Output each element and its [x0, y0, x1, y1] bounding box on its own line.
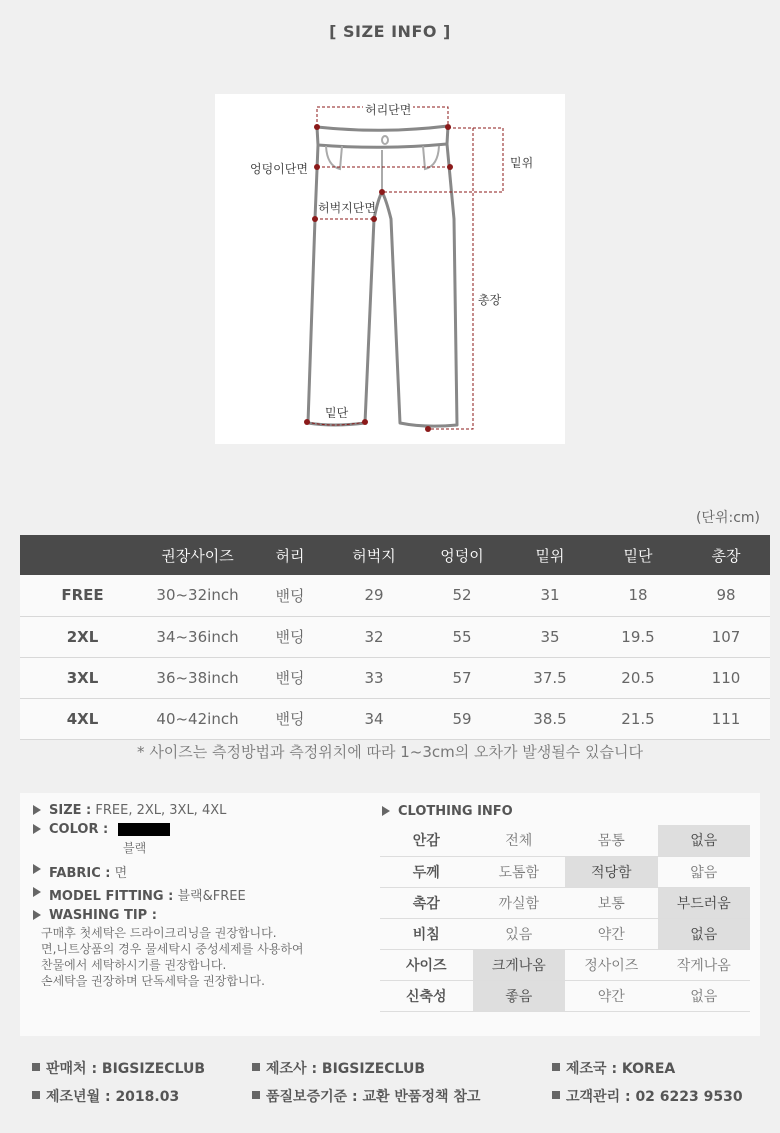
model-value: 블랙&FREE	[177, 889, 246, 904]
clothing-info-label: 두께	[380, 856, 473, 887]
footer-seller: 판매처 : BIGSIZECLUB	[32, 1058, 205, 1078]
triangle-bullet-icon	[33, 824, 41, 834]
row-size: 3XL	[20, 657, 145, 698]
unit-note: (단위:cm)	[695, 510, 760, 526]
washing-tips	[33, 925, 373, 989]
table-cell: 110	[682, 657, 770, 698]
clothing-info-option: 부드러움	[658, 887, 751, 918]
footer-customer-service: 고객관리 : 02 6223 9530	[552, 1086, 743, 1106]
clothing-info-option: 약간	[565, 980, 658, 1011]
footer-country: 제조국 : KOREA	[552, 1058, 675, 1078]
clothing-info-table	[380, 825, 750, 1012]
table-cell: 98	[682, 575, 770, 616]
table-cell: 밴딩	[250, 657, 330, 698]
table-cell: 20.5	[594, 657, 682, 698]
color-label: COLOR :	[49, 822, 109, 837]
pants-outline-icon	[215, 94, 565, 444]
header-cell: 밑단	[594, 535, 682, 575]
table-cell: 40~42inch	[145, 698, 250, 739]
table-row	[20, 616, 770, 657]
product-details	[33, 803, 373, 989]
header-cell: 허벅지	[330, 535, 418, 575]
header-cell: 권장사이즈	[145, 535, 250, 575]
footer-maker: 제조사 : BIGSIZECLUB	[252, 1058, 425, 1078]
clothing-info-row	[380, 980, 750, 1011]
table-cell: 35	[506, 616, 594, 657]
header-cell: 엉덩이	[418, 535, 506, 575]
square-bullet-icon	[32, 1063, 40, 1071]
table-cell: 밴딩	[250, 575, 330, 616]
label-hip: 엉덩이단면	[250, 162, 308, 176]
label-hem: 밑단	[325, 406, 349, 420]
size-label: SIZE :	[49, 803, 92, 818]
row-size: 2XL	[20, 616, 145, 657]
clothing-info-label: 신축성	[380, 980, 473, 1011]
footer-date: 제조년월 : 2018.03	[32, 1086, 179, 1106]
table-row	[20, 657, 770, 698]
table-cell: 밴딩	[250, 616, 330, 657]
header-cell: 총장	[682, 535, 770, 575]
fabric-label: FABRIC :	[49, 866, 111, 881]
table-cell: 30~32inch	[145, 575, 250, 616]
size-table-header	[20, 535, 770, 575]
clothing-info-row	[380, 918, 750, 949]
clothing-info-option: 없음	[658, 980, 751, 1011]
fabric-info	[33, 862, 373, 881]
size-info	[33, 803, 373, 818]
row-size: 4XL	[20, 698, 145, 739]
table-cell: 밴딩	[250, 698, 330, 739]
clothing-info-row	[380, 949, 750, 980]
table-cell: 111	[682, 698, 770, 739]
label-length: 총장	[478, 293, 502, 307]
table-row	[20, 698, 770, 739]
header-cell: 허리	[250, 535, 330, 575]
label-thigh: 허벅지단면	[318, 201, 376, 215]
clothing-info-title: CLOTHING INFO	[382, 804, 513, 819]
size-table	[20, 535, 770, 740]
header-cell	[20, 535, 145, 575]
label-waist: 허리단면	[365, 103, 412, 117]
header-cell: 밑위	[506, 535, 594, 575]
table-cell: 18	[594, 575, 682, 616]
triangle-bullet-icon	[33, 910, 41, 920]
clothing-info-label: 사이즈	[380, 949, 473, 980]
table-cell: 59	[418, 698, 506, 739]
table-cell: 52	[418, 575, 506, 616]
table-cell: 31	[506, 575, 594, 616]
clothing-info-option: 몸통	[565, 825, 658, 856]
page-title: [ SIZE INFO ]	[329, 22, 451, 41]
table-row	[20, 575, 770, 616]
table-cell: 34	[330, 698, 418, 739]
washing-info	[33, 908, 373, 923]
table-cell: 37.5	[506, 657, 594, 698]
row-size: FREE	[20, 575, 145, 616]
footer-warranty: 품질보증기준 : 교환 반품정책 참고	[252, 1086, 480, 1106]
table-cell: 38.5	[506, 698, 594, 739]
clothing-info-option: 약간	[565, 918, 658, 949]
table-cell: 29	[330, 575, 418, 616]
clothing-info-label: 비침	[380, 918, 473, 949]
color-info	[33, 822, 373, 837]
table-cell: 34~36inch	[145, 616, 250, 657]
clothing-info-option: 적당함	[565, 856, 658, 887]
clothing-info-label: 안감	[380, 825, 473, 856]
table-cell: 55	[418, 616, 506, 657]
table-cell: 19.5	[594, 616, 682, 657]
clothing-info-option: 좋음	[473, 980, 566, 1011]
square-bullet-icon	[32, 1091, 40, 1099]
size-value: FREE, 2XL, 3XL, 4XL	[95, 803, 227, 818]
product-info-panel	[20, 793, 760, 1036]
clothing-info-option: 있음	[473, 918, 566, 949]
clothing-info-option: 얇음	[658, 856, 751, 887]
table-cell: 57	[418, 657, 506, 698]
size-note: * 사이즈는 측정방법과 측정위치에 따라 1~3cm의 오차가 발생될수 있습니다	[137, 743, 643, 761]
color-swatch	[118, 823, 170, 836]
table-cell: 33	[330, 657, 418, 698]
clothing-info-option: 없음	[658, 918, 751, 949]
clothing-info-option: 도톰함	[473, 856, 566, 887]
label-rise: 밑위	[510, 156, 534, 170]
fabric-value: 면	[114, 866, 128, 881]
triangle-bullet-icon	[382, 806, 390, 816]
triangle-bullet-icon	[33, 887, 41, 897]
clothing-info-label: 촉감	[380, 887, 473, 918]
pants-measurement-diagram	[215, 94, 565, 444]
clothing-info-row	[380, 825, 750, 856]
model-label: MODEL FITTING :	[49, 889, 174, 904]
clothing-info-option: 정사이즈	[565, 949, 658, 980]
clothing-info-option: 크게나옴	[473, 949, 566, 980]
clothing-info-option: 보통	[565, 887, 658, 918]
table-cell: 21.5	[594, 698, 682, 739]
washing-tip-line: 구매후 첫세탁은 드라이크리닝을 권장합니다.	[41, 926, 277, 940]
clothing-info-option: 작게나옴	[658, 949, 751, 980]
square-bullet-icon	[252, 1063, 260, 1071]
square-bullet-icon	[252, 1091, 260, 1099]
washing-tip-line: 면,니트상품의 경우 물세탁시 중성세제를 사용하여	[41, 942, 304, 956]
clothing-info-option: 까실함	[473, 887, 566, 918]
model-info	[33, 885, 373, 904]
clothing-info-row	[380, 887, 750, 918]
clothing-info-option: 전체	[473, 825, 566, 856]
clothing-info-option: 없음	[658, 825, 751, 856]
triangle-bullet-icon	[33, 805, 41, 815]
square-bullet-icon	[552, 1091, 560, 1099]
square-bullet-icon	[552, 1063, 560, 1071]
washing-tip-line: 손세탁을 권장하며 단독세탁을 권장합니다.	[41, 974, 265, 988]
washing-tip-line: 찬물에서 세탁하시기를 권장합니다.	[41, 958, 227, 972]
table-cell: 36~38inch	[145, 657, 250, 698]
color-name: 블랙	[123, 841, 147, 855]
washing-label: WASHING TIP :	[49, 908, 157, 923]
triangle-bullet-icon	[33, 864, 41, 874]
table-cell: 32	[330, 616, 418, 657]
table-cell: 107	[682, 616, 770, 657]
clothing-info-row	[380, 856, 750, 887]
